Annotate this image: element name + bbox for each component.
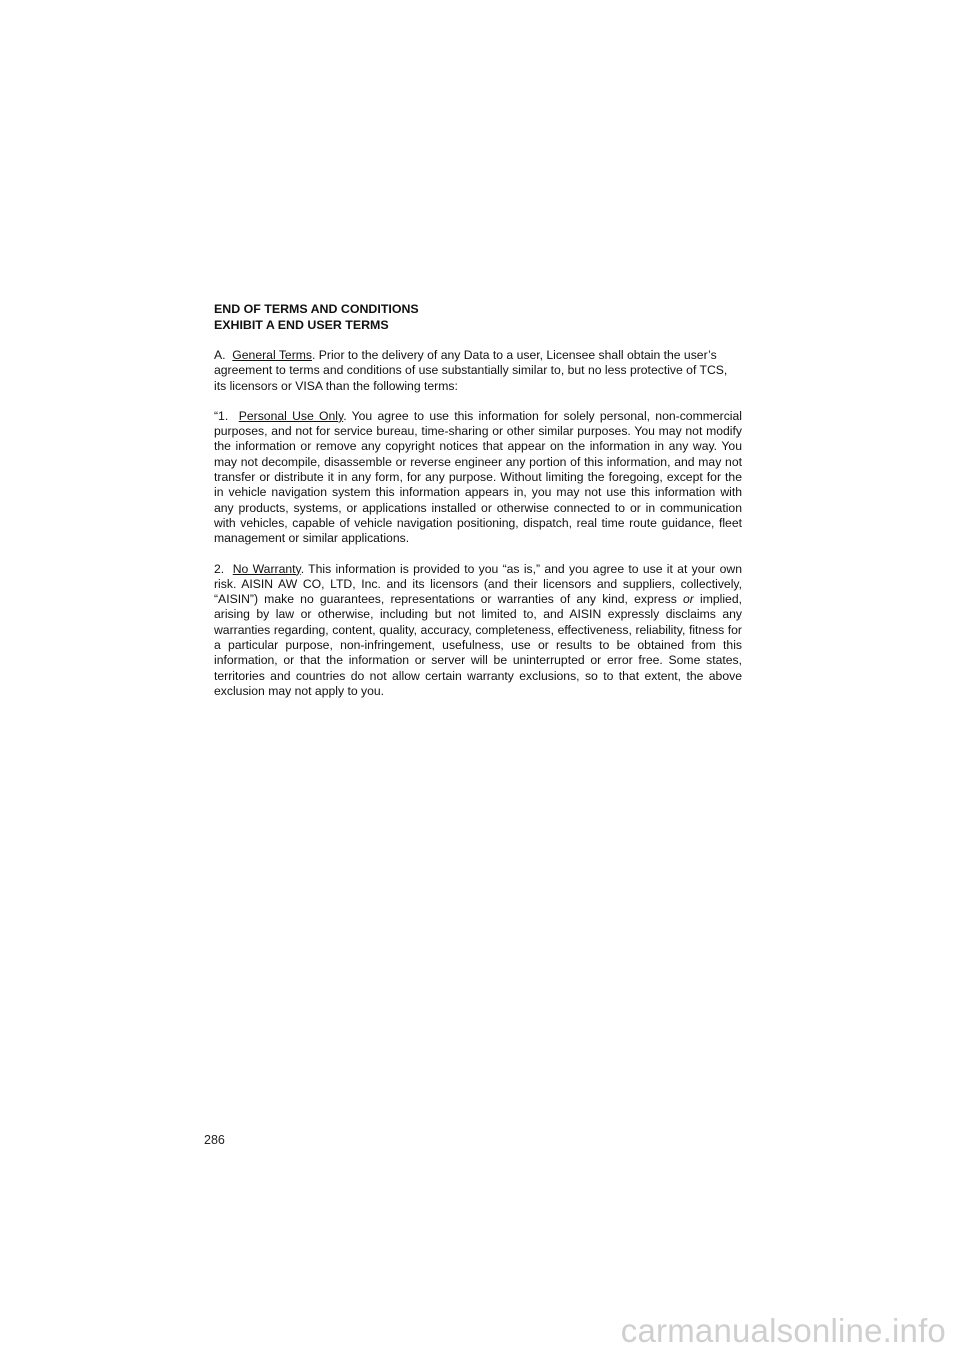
item-2-title: No Warranty [232,561,301,576]
item-2-text-after: implied, arising by law or otherwise, including but not limited to, and AISIN expressly disclaims any warranties regarding, content, quality, accuracy, completeness, effectiveness, reliability, fitness for a particular purpose, non-infringement, usefulness, use or results to be obtained from this information, or that the information or server will be uninterrupted or error free. Some states, territories and countries do not allow certain warranty exclusions, so to that extent, the above exclusion may not apply to you. [214,592,743,698]
section-a-paragraph [214,348,742,394]
item-2-prefix: 2. [214,561,233,576]
item-2-paragraph [214,562,742,700]
item-1-title: Personal Use Only [238,408,344,423]
section-a-text: . Prior to the delivery of any Data to a user, Licensee shall obtain the user’s agreement to terms and conditions of use substantially similar to, but no less protective of TCS, its licensors or VISA than the following terms: [214,348,728,393]
item-1-paragraph [214,409,742,547]
document-body [214,302,742,699]
item-1-text: . You agree to use this information for solely personal, non-commercial purposes, and not for service bureau, time-sharing or other similar purposes. You may not modify the information or remove any copyright notices that appear on the information in any way. You may not decompile, disassemble or reverse engineer any portion of this information, and may not transfer or distribute it in any form, for any purpose. Without limiting the foregoing, except for the in vehicle navigation system this information appears in, you may not use this information with any products, systems, or applications installed or otherwise connected to or in communication with vehicles, capable of vehicle navigation positioning, dispatch, real time route guidance, fleet management or similar applications. [214,408,742,546]
heading-end-of-terms: END OF TERMS AND CONDITIONS [214,302,419,316]
section-a-title: General Terms [232,348,312,362]
item-2-text-before: . This information is provided to you “as is,” and you agree to use it at your own risk. AISIN AW CO, LTD, Inc. and its licensors (and their licensors and suppliers, collectively, “AISIN”) make no guarantees, representations or warranties of any kind, express [214,561,742,607]
heading-exhibit-a: EXHIBIT A END USER TERMS [214,317,389,332]
page-number: 286 [204,1133,225,1147]
watermark: carmanualsonline.info [620,1312,946,1349]
item-1-prefix: “1. [214,408,239,423]
section-a-prefix: A. [214,348,233,362]
item-2-italic-or: or [682,592,694,607]
